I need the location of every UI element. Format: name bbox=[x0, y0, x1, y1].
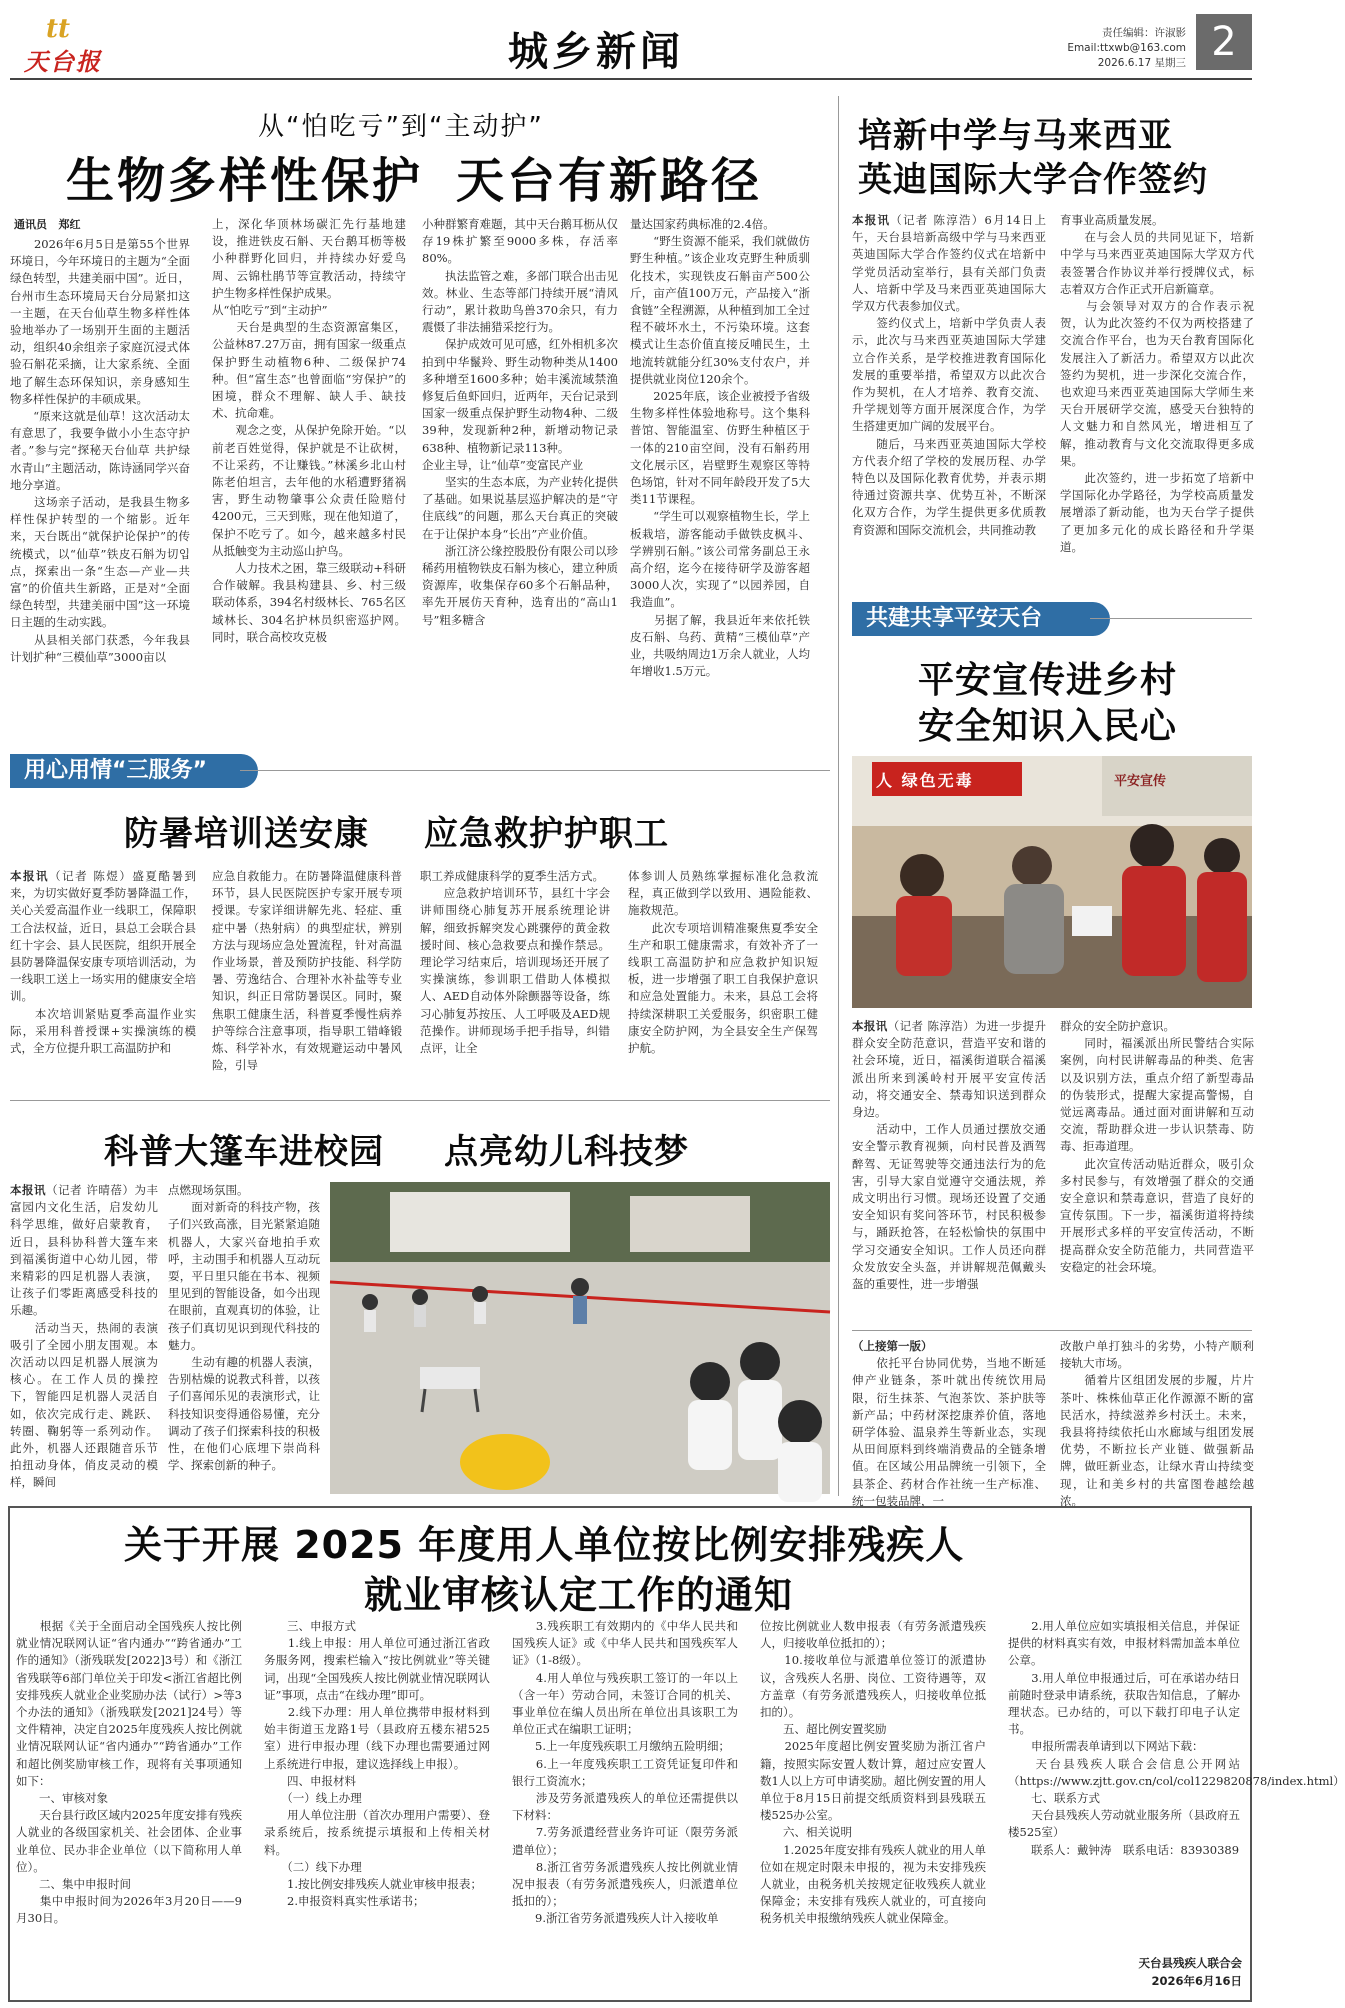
masthead-rule bbox=[10, 78, 1252, 80]
service-col1-text: （记者 陈煜）盛夏酷暑到来，为切实做好夏季防暑降温工作，关心关爱高温作业一线职工，保障职工合法权益，近日，县总工会联合县红十字会、县人民医院，组织开展全县防暑降温保安康专项培训活动，为一线职工送上一场实用的健康安全培训。 本次培训紧贴夏季高温作业实际，采用科普授课+实操演练的模式，全方位提升职工高温防护和 bbox=[10, 869, 197, 1056]
section-tag-service: 用心用情“三服务” bbox=[10, 754, 258, 788]
page-number-box bbox=[1196, 14, 1252, 70]
masthead bbox=[0, 0, 1262, 80]
logo-text: 天台报 bbox=[24, 47, 102, 76]
service-col1 bbox=[10, 868, 196, 1092]
service-col3: 职工养成健康科学的夏季生活方式。 应急救护培训环节，县红十字会讲师围绕心肺复苏开展系统理论讲解，细致拆解突发心跳骤停的黄金救援时间、核心急救要点和操作禁忌。理论学习结束后，培训现场还开展了实操演练，参训职工借助人体模拟人、AED自动体外除颤器等设备，练习心肺复苏按压、人工呼吸及AED规范操作。讲师现场手把手指导，纠错点评，让全 bbox=[420, 869, 610, 1056]
article2-title-line2: 英迪国际大学合作签约 bbox=[858, 160, 1208, 200]
article1-col4: 量达国家药典标准的2.4倍。 “野生资源不能采，我们就做仿野生种植。”该企业攻克野生种质驯化技术，实现铁皮石斛亩产500公斤，亩产值100万元，产品接入“浙食链”全程溯源，从种植到加工全过程不破坏水土，不污染环境。这套模式让生态价值直接反哺民生，土地流转就能分红30%支付农户，并提供就业岗位120余个。 2025年底，该企业被授予省级生物多样性体验地称号。这个集科普馆、智能温室、仿野生种植区于一体的210亩空间，没有石斛药用文化展示区，岩壁野生观察区等特色场馆，针对不同年龄段开发了5大类11节课程。 “学生可以观察植物生长，学上板栽培，游客能动手做铁皮枫斗、学辨别石斛。”该公司常务副总王永高介绍，迄今在接待研学及游客超3000人次，实现了“以园养园，自我造血”。 另据了解，我县近年来依托铁皮石斛、乌药、黄精“三模仙草”产业，共吸纳周边1万余人就业，人均年增收1.5万元。 bbox=[630, 217, 810, 679]
editor-email: Email:ttxwb@163.com bbox=[1067, 42, 1186, 54]
article2-col2: 育事业高质量发展。 在与会人员的共同见证下，培新中学与马来西亚英迪国际大学双方代表签署合作协议并举行授牌仪式，标志着双方合作正式开启新篇章。 与会领导对双方的合作表示祝贺，认为此次签约不仅为两校搭建了交流合作平台，也为天台教育国际化发展注入了新活力。希望双方以此次签约为契机，进一步深化交流合作，也欢迎马来西亚英迪国际大学师生来天台开展研学交流，感受天台独特的人文魅力和自然风光，增进相互了解，推动教育与文化交流取得更多成果。 此次签约，进一步拓宽了培新中学国际化办学路径，为学校高质量发展增添了新动能，也为天台学子提供了更加多元化的成长路径和升学渠道。 bbox=[1060, 213, 1254, 554]
logo-mark: tt bbox=[46, 14, 71, 44]
safe-photo-illustration bbox=[852, 756, 1252, 1008]
section-rule bbox=[852, 1330, 1252, 1331]
notice-footer-org: 天台县残疾人联合会 bbox=[1138, 1956, 1242, 1970]
section-rule bbox=[240, 770, 830, 771]
section-rule bbox=[1090, 618, 1252, 619]
safe-photo bbox=[852, 756, 1252, 1008]
article1-title-left: 生物多样性保护 bbox=[66, 153, 424, 209]
notice-title-line1: 关于开展 2025 年度用人单位按比例安排残疾人 bbox=[124, 1523, 965, 1567]
byline-name: 郑红 bbox=[58, 218, 81, 231]
page-number: 2 bbox=[1211, 19, 1237, 65]
service-col2: 应急自救能力。在防暑降温健康科普环节，县人民医院医护专家开展专项授课。专家详细讲解先兆、轻症、重症中暑（热射病）的典型症状，辨别方法与现场应急处置流程，针对高温作业场景，普及预防护技能、科学防暑、劳逸结合、合理补水补盐等专业知识，纠正日常防暑误区。同时，聚焦职工健康生活，科普夏季慢性病养护等综合注意事项，指导职工错峰锻炼、科学补水，有效规避运动中暑风险，引导 bbox=[212, 869, 402, 1073]
issue-date: 2026.6.17 星期三 bbox=[1097, 57, 1186, 69]
notice-col5: 2.用人单位应如实填报相关信息，并保证提供的材料真实有效，申报材料需加盖本单位公章。 3.用人单位申报通过后，可在承诺办结日前随时登录申请系统，获取告知信息，了解办理状态。已办结的，可以下载打印电子认定书。 申报所需表单请到以下网站下载： 天台县残疾人联合会信息公开网站（https://www.zjtt.gov.cn/col/col1229820878/index.html） 七、联系方式 天台县残疾人劳动就业服务所（县政府五楼525室） 联系人：戴钟涛 联系电话：83930389 bbox=[1008, 1619, 1345, 1857]
editor-info bbox=[1066, 26, 1186, 71]
safe-title-line1: 平安宣传进乡村 bbox=[918, 660, 1178, 701]
byline-label: 通讯员 bbox=[14, 218, 47, 231]
article1-col2: 上，深化华顶林场碳汇先行基地建设，推进铁皮石斛、天台鹅耳枥等极小种群野化回归，并持续办好爱鸟周、云锦杜鹃节等宣教活动，持续守护生物多样性保护成果。 从“怕吃亏”到“主动护” 天台是典型的生态资源富集区，公益林87.27万亩，拥有国家一级重点保护野生动植物6种、二级保护74种。但“富生态”也曾面临“穷保护”的困境，群众不理解、缺人手、缺技术、抗命难。 观念之变，从保护免除开始。“以前老百姓觉得，保护就是不让砍树，不让采药，不让赚钱。”林溪乡北山村陈老伯坦言，去年他的水稻遭野猪祸害，野生动物肇事公众责任险赔付4200元，三天到账，现在他知道了，保护不吃亏了。如今，越来越多村民从抵触变为主动巡山护鸟。 人力技术之困，靠三级联动+科研合作破解。我县构建县、乡、村三级联动体系，394名村级林长、765名区域林长、304名护林员织密巡护网。同时，联合高校攻克极 bbox=[212, 217, 406, 644]
safe-title-line2: 安全知识入民心 bbox=[918, 706, 1178, 747]
notice-title-line2: 就业审核认定工作的通知 bbox=[364, 1573, 794, 1617]
notice-footer-date: 2026年6月16日 bbox=[1151, 1974, 1242, 1988]
article1-title-right: 天台有新路径 bbox=[456, 153, 763, 209]
safe-col2: 群众的安全防护意识。 同时，福溪派出所民警结合实际案例，向村民讲解毒品的种类、危害以及识别方法，重点介绍了新型毒品的伪装形式，提醒大家提高警惕，自觉远离毒品。通过面对面讲解和互动交流，帮助群众进一步认识禁毒、防毒、拒毒道理。 此次宣传活动贴近群众，吸引众多村民参与，有效增强了群众的交通安全意识和禁毒意识，营造了良好的宣传氛围。下一步，福溪街道将持续开展形式多样的平安宣传活动，不断提高群众安全防范能力，共同营造平安稳定的社会环境。 bbox=[1060, 1019, 1254, 1274]
article2-byline: 本报讯 bbox=[852, 213, 891, 227]
article2-title-line1: 培新中学与马来西亚 bbox=[858, 116, 1173, 156]
safe-byline: 本报讯 bbox=[852, 1019, 888, 1033]
kids-title-left: 科普大篷车进校园 bbox=[104, 1132, 384, 1172]
photo-sign: 人 绿色无毒 bbox=[876, 771, 974, 790]
kids-title-right: 点亮幼儿科技梦 bbox=[444, 1132, 689, 1172]
kids-col1-text: （记者 许晴蓓）为丰富园内文化生活，启发幼儿科学思维，做好启蒙教育，近日，县科协科普大篷车来到福溪街道中心幼儿园，带来精彩的四足机器人表演，让孩子们零距离感受科技的乐趣。 活动当天，热闹的表演吸引了全园小朋友围观。本次活动以四足机器人展演为核心。在工作人员的操控下，智能四足机器人灵活自如，依次完成行走、跳跃、转圈、鞠躬等一系列动作。此外，机器人还跟随音乐节拍扭动身体，俏皮灵动的模样，瞬间 bbox=[10, 1183, 159, 1490]
continued-col1 bbox=[852, 1338, 1046, 1508]
service-col4: 体参训人员熟练掌握标准化急救流程，真正做到学以致用、遇险能救、施救规范。 此次专项培训精准聚焦夏季安全生产和职工健康需求，有效补齐了一线职工高温防护和应急救护知识短板，进一步增强了职工自我保护意识和应急处置能力。未来，县总工会将持续深耕职工关爱服务，织密职工健康安全防护网，为全县安全生产保驾护航。 bbox=[628, 869, 818, 1056]
service-byline: 本报讯 bbox=[10, 869, 50, 883]
notice-footer bbox=[1110, 1954, 1242, 1990]
section-title: 城乡新闻 bbox=[508, 29, 684, 75]
editor-name: 责任编辑：许淑影 bbox=[1102, 27, 1186, 39]
safe-col1-text: （记者 陈淳浩）为进一步提升群众安全防范意识，营造平安和谐的社会环境，近日，福溪街道联合福溪派出所来到溪岭村开展平安宣传活动，将交通安全、禁毒知识送到群众身边。 活动中，工作人员通过摆放交通安全警示教育视频，向村民普及酒驾醉驾、无证驾驶等交通违法行为的危害，引导大家自觉遵守交通法规，养成文明出行习惯。现场还设置了交通安全知识有奖问答环节，村民积极参与，踊跃抢答，在轻松愉快的氛围中学习交通安全知识。工作人员还向群众发放安全头盔，并讲解规范佩戴头盔的重要性，进一步增强 bbox=[852, 1019, 1047, 1292]
kids-byline: 本报讯 bbox=[10, 1183, 47, 1197]
service-title-right: 应急救护护职工 bbox=[424, 814, 669, 854]
kids-photo-illustration bbox=[330, 1182, 830, 1494]
continued-col2: 改散户单打独斗的劣势，小特产顺利接轨大市场。 循着片区组团发展的步履，片片茶叶、株株仙草正化作源源不断的富民活水，持续滋养乡村沃土。未来，我县将持续依托山水廊域与组团发展优势，不断拉长产业链、做强新品牌，做旺新业态，让绿水青山持续变现，让和美乡村的共富图卷越绘越浓。 bbox=[1060, 1339, 1254, 1508]
safe-col1 bbox=[852, 1018, 1046, 1324]
notice-col3: 3.残疾职工有效期内的《中华人民共和国残疾人证》或《中华人民共和国残疾军人证》（1-8级）。 4.用人单位与残疾职工签订的一年以上（含一年）劳动合同，未签订合同的机关、事业单位在编人员出所在单位出具该职工为单位正式在编职工证明； 5.上一年度残疾职工月缴纳五险明细； 6.上一年度残疾职工工资凭证复印件和银行工资流水； 涉及劳务派遣残疾人的单位还需提供以下材料： 7.劳务派遣经营业务许可证（限劳务派遣单位）； 8.浙江省劳务派遣残疾人按比例就业情况申报表（有劳务派遣残疾人，归派遣单位抵扣的）； 9.浙江省劳务派遣残疾人计入接收单 bbox=[512, 1619, 738, 1926]
article1-kicker: 从“怕吃亏”到“主动护” bbox=[258, 112, 544, 142]
kids-col2: 点燃现场氛围。 面对新奇的科技产物，孩子们兴致高涨，目光紧紧追随机器人，大家兴奋地拍手欢呼，主动围手和机器人互动玩耍，平日里只能在书本、视频里见到的智能设备，如今出现在眼前，直观真切的体验，让孩子们真切见识到现代科技的魅力。 生动有趣的机器人表演，告别枯燥的说教式科普，以孩子们喜闻乐见的表演形式，让科技知识变得通俗易懂，充分调动了孩子们探索科技的积极性，在他们心底埋下崇尚科学、探索创新的种子。 bbox=[168, 1183, 320, 1473]
notice-col4: 位按比例就业人数申报表（有劳务派遣残疾人，归接收单位抵扣的）； 10.接收单位与派遣单位签订的派遣协议，含残疾人名册、岗位、工资待遇等，双方盖章（有劳务派遣残疾人，归接收单位抵扣的）。 五、超比例安置奖励 2025年度超比例安置奖励为浙江省户籍，按照实际安置人数计算，超过应安置人数1人以上方可申请奖励。超比例安置的用人单位于8月15日前提交纸质资料到县残联五楼525办公室。 六、相关说明 1.2025年度安排有残疾人就业的用人单位如在规定时限未申报的，视为未安排残疾人就业，由税务机关按规定征收残疾人就业保障金；未安排有残疾人就业的，可直接向税务机关申报缴纳残疾人就业保障金。 bbox=[760, 1619, 986, 1926]
article1-col3: 小种群繁育难题，其中天台鹅耳枥从仅存19株扩繁至9000多株，存活率80%。 执法监管之难，多部门联合出击见效。林业、生态等部门持续开展“清风行动”，累计救助鸟兽370余只，有力震慑了非法捕猎采挖行为。 保护成效可见可感，红外相机多次拍到中华鬣羚、野生动物种类从1400多种增至1600多种；始丰溪流域禁渔修复后鱼虾回归，近两年，天台记录到国家一级重点保护野生动物4种、二级39种，发现新种2种，新增动物记录638种、植物新记录113种。 企业主导，让“仙草”变富民产业 坚实的生态本底，为产业转化提供了基础。如果说基层巡护解决的是“守住底线”的问题，那么天台真正的突破在于让保护本身“长出”产业价值。 浙江济公缘控股股份有限公司以珍稀药用植物铁皮石斛为核心，建立种质资源库，收集保存60多个石斛品种，率先开展仿天育种，选育出的“高山1号”粗多糖含 bbox=[422, 217, 618, 627]
notice-box bbox=[8, 1506, 1345, 2002]
notice-col2: 三、申报方式 1.线上申报：用人单位可通过浙江省政务服务网，搜索栏输入“按比例就业”等关键词，出现“全国残疾人按比例就业情况联网认证”事项，点击“在线办理”即可。 2.线下办理：用人单位携带申报材料到始丰街道玉龙路1号（县政府五楼东裙525室）进行申报办理（线下办理也需要通过网上系统进行申报，建议选择线上申报）。 四、申报材料 （一）线上办理 用人单位注册（首次办理用户需要）、登录系统后，按系统提示填报和上传相关材料。 （二）线下办理 1.按比例安排残疾人就业审核申报表； 2.申报资料真实性承诺书； bbox=[264, 1619, 490, 1909]
column-divider bbox=[838, 96, 839, 1496]
article2-col1-text: （记者 陈淳浩）6月14日上午，天台县培新高级中学与马来西亚英迪国际大学合作签约仪式在培新中学党员活动室举行，县有关部门负责人、培新中学及马来西亚英迪国际大学双方代表参加仪式。 签约仪式上，培新中学负责人表示，此次与马来西亚英迪国际大学建立合作关系，是学校推进教育国际化发展的重要举措，希望双方以此次合作为契机，在人才培养、教育交流、升学规划等方面开展深度合作，为学生搭建更加广阔的发展平台。 随后，马来西亚英迪国际大学校方代表介绍了学校的发展历程、办学特色以及国际化教育优势，并表示期待通过资源共享、优势互补，不断深化双方合作，为学生提供更多优质教育资源和国际交流机会，共同推动教 bbox=[852, 213, 1046, 537]
kids-photo bbox=[330, 1182, 830, 1494]
logo bbox=[24, 14, 154, 74]
kids-col1 bbox=[10, 1182, 158, 1492]
continued-col1-text: 依托平台协同优势，当地不断延伸产业链条，茶叶就出传统饮用局限，衍生抹茶、气泡茶饮、茶护肤等新产品；中药材深挖康养价值，落地研学体验、温泉养生等新业态，实现从田间原料到终端消费品的全链条增值。在区域公用品牌统一引领下，全县茶企、药材合作社统一生产标准、统一包装品牌，一 bbox=[852, 1356, 1046, 1508]
section-rule bbox=[10, 1100, 830, 1101]
article2-col1 bbox=[852, 212, 1046, 588]
article1-col1: 2026年6月5日是第55个世界环境日，今年环境日的主题为“全面绿色转型，共建美丽中国”。近日，台州市生态环境局天台分局紧扣这一主题，在天台仙草生物多样性体验地举办了一场别开生面的主题活动，组织40余组亲子家庭沉浸式体验石斛花采摘，让大家系统、全面地了解生态环保知识，亲身感知生物多样性保护的丰硕成果。 “原来这就是仙草！这次活动太有意思了，我要争做小小生态守护者。”参与完“探秘天台仙草 共护绿水青山”主题活动，陈诗涵同学兴奋地分享道。 这场亲子活动，是我县生物多样性保护转型的一个缩影。近年来，天台既出“就保护论保护”的传统模式，以“仙草”铁皮石斛为切입点，探索出一条“生态—产业—共富”的价值共生新路，正是对“全面绿色转型，共建美丽中国”这一环境日主题的生动实践。 从县相关部门获悉，今年我县计划扩种“三模仙草”3000亩以 bbox=[10, 237, 190, 664]
service-title-left: 防暑培训送安康 bbox=[124, 814, 369, 854]
continued-label: （上接第一版） bbox=[852, 1339, 933, 1353]
photo-banner: 平安宣传 bbox=[1114, 774, 1167, 789]
section-tag-safe: 共建共享平安天台 bbox=[852, 602, 1110, 636]
notice-col1: 根据《关于全面启动全国残疾人按比例就业情况联网认证“省内通办”“跨省通办”工作的通知》（浙残联发[2022]3号）和《浙江省残联等6部门单位关于印发<浙江省超比例安排残疾人就业企业奖励办法（试行）>等3个办法的通知》（浙残联发[2021]24号）等文件精神，决定自2025年度残疾人按比例就业情况联网认证“省内通办”“跨省通办”工作和超比例奖励审核工作，现将有关事项通知如下： 一、审核对象 天台县行政区域内2025年度安排有残疾人就业的各级国家机关、社会团体、企业事业单位、民办非企业单位（以下简称用人单位）。 二、集中申报时间 集中申报时间为2026年3月20日——9月30日。 bbox=[16, 1619, 242, 1926]
article1-byline bbox=[14, 216, 81, 232]
